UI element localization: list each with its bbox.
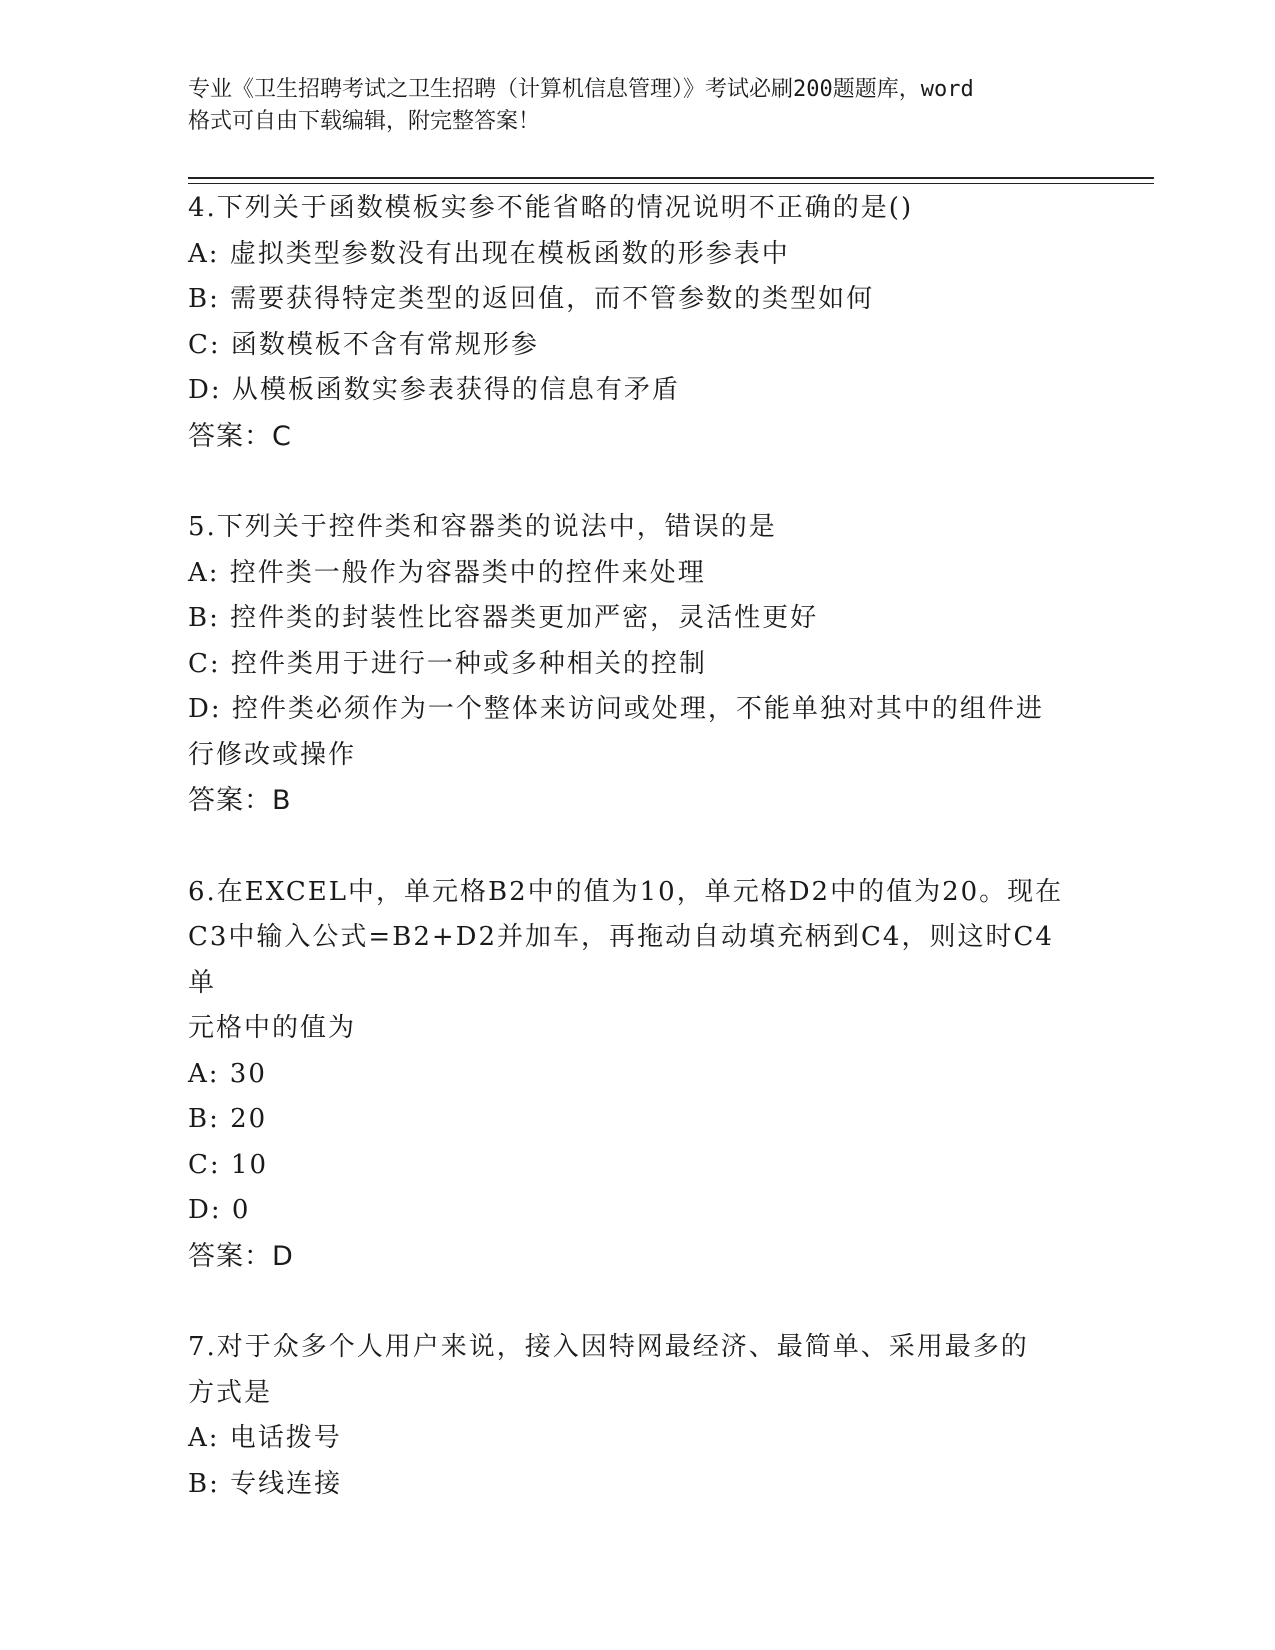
document-header	[188, 74, 1088, 138]
question-stem-continued: 元格中的值为	[188, 1013, 357, 1043]
answer-label: 答案：C	[188, 420, 292, 452]
question-7	[188, 1325, 1078, 1507]
question-stem: 7.对于众多个人用户来说，接入因特网最经济、最简单、采用最多的	[188, 1332, 1029, 1362]
answer-label: 答案：D	[188, 1240, 294, 1272]
option-b: B: 专线连接	[188, 1468, 343, 1499]
question-6	[188, 870, 1078, 1280]
option-c: C: 10	[188, 1149, 269, 1180]
option-d-continued: 行修改或操作	[188, 739, 357, 770]
option-d: D: 控件类必须作为一个整体来访问或处理，不能单独对其中的组件进	[188, 694, 1044, 724]
option-d: D: 0	[188, 1195, 251, 1225]
option-c: C: 函数模板不含有常规形参	[188, 329, 539, 360]
header-divider-top	[188, 177, 1154, 179]
option-b: B: 20	[188, 1104, 268, 1134]
header-line-1: 专业《卫生招聘考试之卫生招聘（计算机信息管理）》考试必刷200题题库，word	[188, 77, 974, 102]
question-stem-continued: 方式是	[188, 1377, 273, 1408]
option-a: A: 虚拟类型参数没有出现在模板函数的形参表中	[188, 238, 790, 269]
question-stem: 5.下列关于控件类和容器类的说法中，错误的是	[188, 512, 777, 542]
question-list	[188, 186, 1078, 1553]
option-b: B: 需要获得特定类型的返回值，而不管参数的类型如何	[188, 284, 875, 314]
answer-label: 答案：B	[188, 785, 292, 816]
option-c: C: 控件类用于进行一种或多种相关的控制	[188, 648, 707, 679]
question-5	[188, 505, 1078, 824]
option-b: B: 控件类的封装性比容器类更加严密，灵活性更好	[188, 603, 819, 633]
option-a: A: 控件类一般作为容器类中的控件来处理	[188, 557, 706, 588]
question-4	[188, 186, 1078, 459]
option-a: A: 30	[188, 1058, 267, 1089]
question-stem: 6.在EXCEL中，单元格B2中的值为10，单元格D2中的值为20。现在	[188, 876, 1064, 907]
question-stem-continued: C3中输入公式=B2+D2并加车，再拖动自动填充柄到C4，则这时C4单	[188, 922, 1054, 998]
option-a: A: 电话拨号	[188, 1423, 342, 1453]
header-divider-bottom	[188, 183, 1154, 184]
question-stem: 4.下列关于函数模板实参不能省略的情况说明不正确的是()	[188, 193, 914, 223]
option-d: D: 从模板函数实参表获得的信息有矛盾	[188, 375, 680, 405]
header-line-2: 格式可自由下载编辑，附完整答案！	[188, 109, 541, 134]
